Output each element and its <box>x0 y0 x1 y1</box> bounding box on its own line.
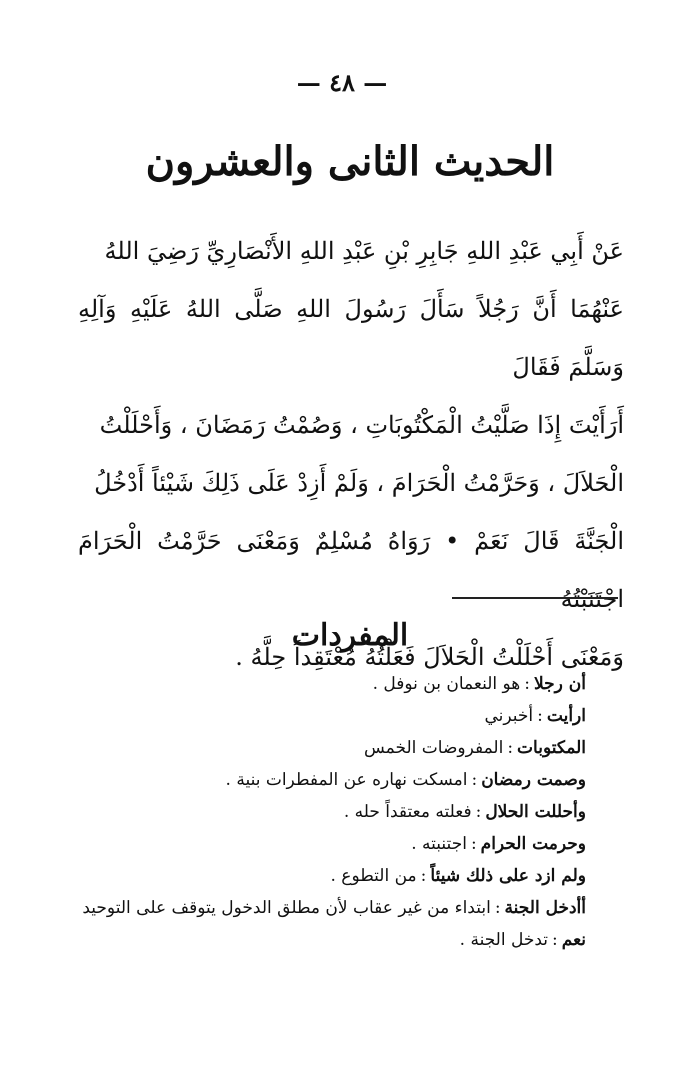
separator: : <box>537 706 543 726</box>
vocabulary-item <box>56 892 586 924</box>
hadith-line: عَنْهُمَا أَنَّ رَجُلاً سَأَلَ رَسُولَ اللهِ صَلَّى اللهُ عَلَيْهِ وَآلِهِ وَسَلَّمَ فَقَالَ <box>78 295 624 381</box>
separator: : <box>471 770 478 790</box>
vocabulary-item <box>56 700 586 732</box>
vocabulary-definition: امسكت نهاره عن المفطرات بنية . <box>225 770 468 790</box>
vocabulary-term: ولم ازد على ذلك شيئاً <box>430 866 586 886</box>
separator: : <box>524 674 530 694</box>
section-divider <box>452 597 618 599</box>
hadith-title: الحديث الثانى والعشرون <box>145 138 555 185</box>
hadith-line: الْجَنَّةَ قَالَ نَعَمْ • رَوَاهُ مُسْلِمٌ وَمَعْنَى حَرَّمْتُ الْحَرَامَ اجْتَنَبْتُهُ <box>78 527 624 613</box>
vocabulary-definition: المفروضات الخمس <box>363 738 504 758</box>
vocabulary-definition: اجتنبته . <box>411 834 467 854</box>
separator: : <box>475 802 482 822</box>
separator: : <box>507 738 514 758</box>
vocabulary-list <box>56 668 586 956</box>
vocabulary-definition: هو النعمان بن نوفل . <box>372 674 521 694</box>
vocabulary-definition: فعلته معتقداً حله . <box>343 802 472 822</box>
vocabulary-term: المكتوبات <box>517 738 586 758</box>
vocabulary-definition: ابتداء من غير عقاب لأن مطلق الدخول يتوقف على التوحيد <box>82 898 491 918</box>
vocabulary-term: ارأيت <box>546 706 586 726</box>
vocabulary-item <box>56 860 586 892</box>
vocabulary-heading: المفردات <box>291 618 409 653</box>
vocabulary-item <box>56 668 586 700</box>
vocabulary-item <box>56 924 586 956</box>
hadith-line: الْحَلاَلَ ، وَحَرَّمْتُ الْحَرَامَ ، وَلَمْ أَزِدْ عَلَى ذَلِكَ شَيْئاً أَدْخُلُ <box>94 469 624 497</box>
separator: : <box>470 834 477 854</box>
vocabulary-term: وأحللت الحلال <box>485 802 586 822</box>
vocabulary-term: نعم <box>561 930 586 950</box>
separator: : <box>552 930 558 950</box>
hadith-line: عَنْ أَبِي عَبْدِ اللهِ جَابِرِ بْنِ عَبْدِ اللهِ الأَنْصَارِيِّ رَضِيَ اللهُ <box>104 237 624 265</box>
vocabulary-item <box>56 828 586 860</box>
vocabulary-item <box>56 732 586 764</box>
page-number: — ٤٨ — <box>296 68 388 97</box>
vocabulary-term: وصمت رمضان <box>481 770 586 790</box>
separator: : <box>420 866 427 886</box>
vocabulary-term: أأدخل الجنة <box>504 898 586 918</box>
vocabulary-item <box>56 764 586 796</box>
vocabulary-definition: أخبرني <box>484 706 534 726</box>
hadith-line: أَرَأَيْتَ إِذَا صَلَّيْتُ الْمَكْتُوبَاتِ ، وَصُمْتُ رَمَضَانَ ، وَأَحْلَلْتُ <box>99 411 624 439</box>
hadith-line: وَمَعْنَى أَحْلَلْتُ الْحَلاَلَ فَعَلْتُهُ مُعْتَقِداً حِلَّهُ . <box>235 643 624 671</box>
separator: : <box>494 898 501 918</box>
vocabulary-term: وحرمت الحرام <box>480 834 586 854</box>
vocabulary-definition: تدخل الجنة . <box>459 930 549 950</box>
vocabulary-definition: من التطوع . <box>330 866 417 886</box>
vocabulary-term: أن رجلا <box>534 674 586 694</box>
vocabulary-item <box>56 796 586 828</box>
